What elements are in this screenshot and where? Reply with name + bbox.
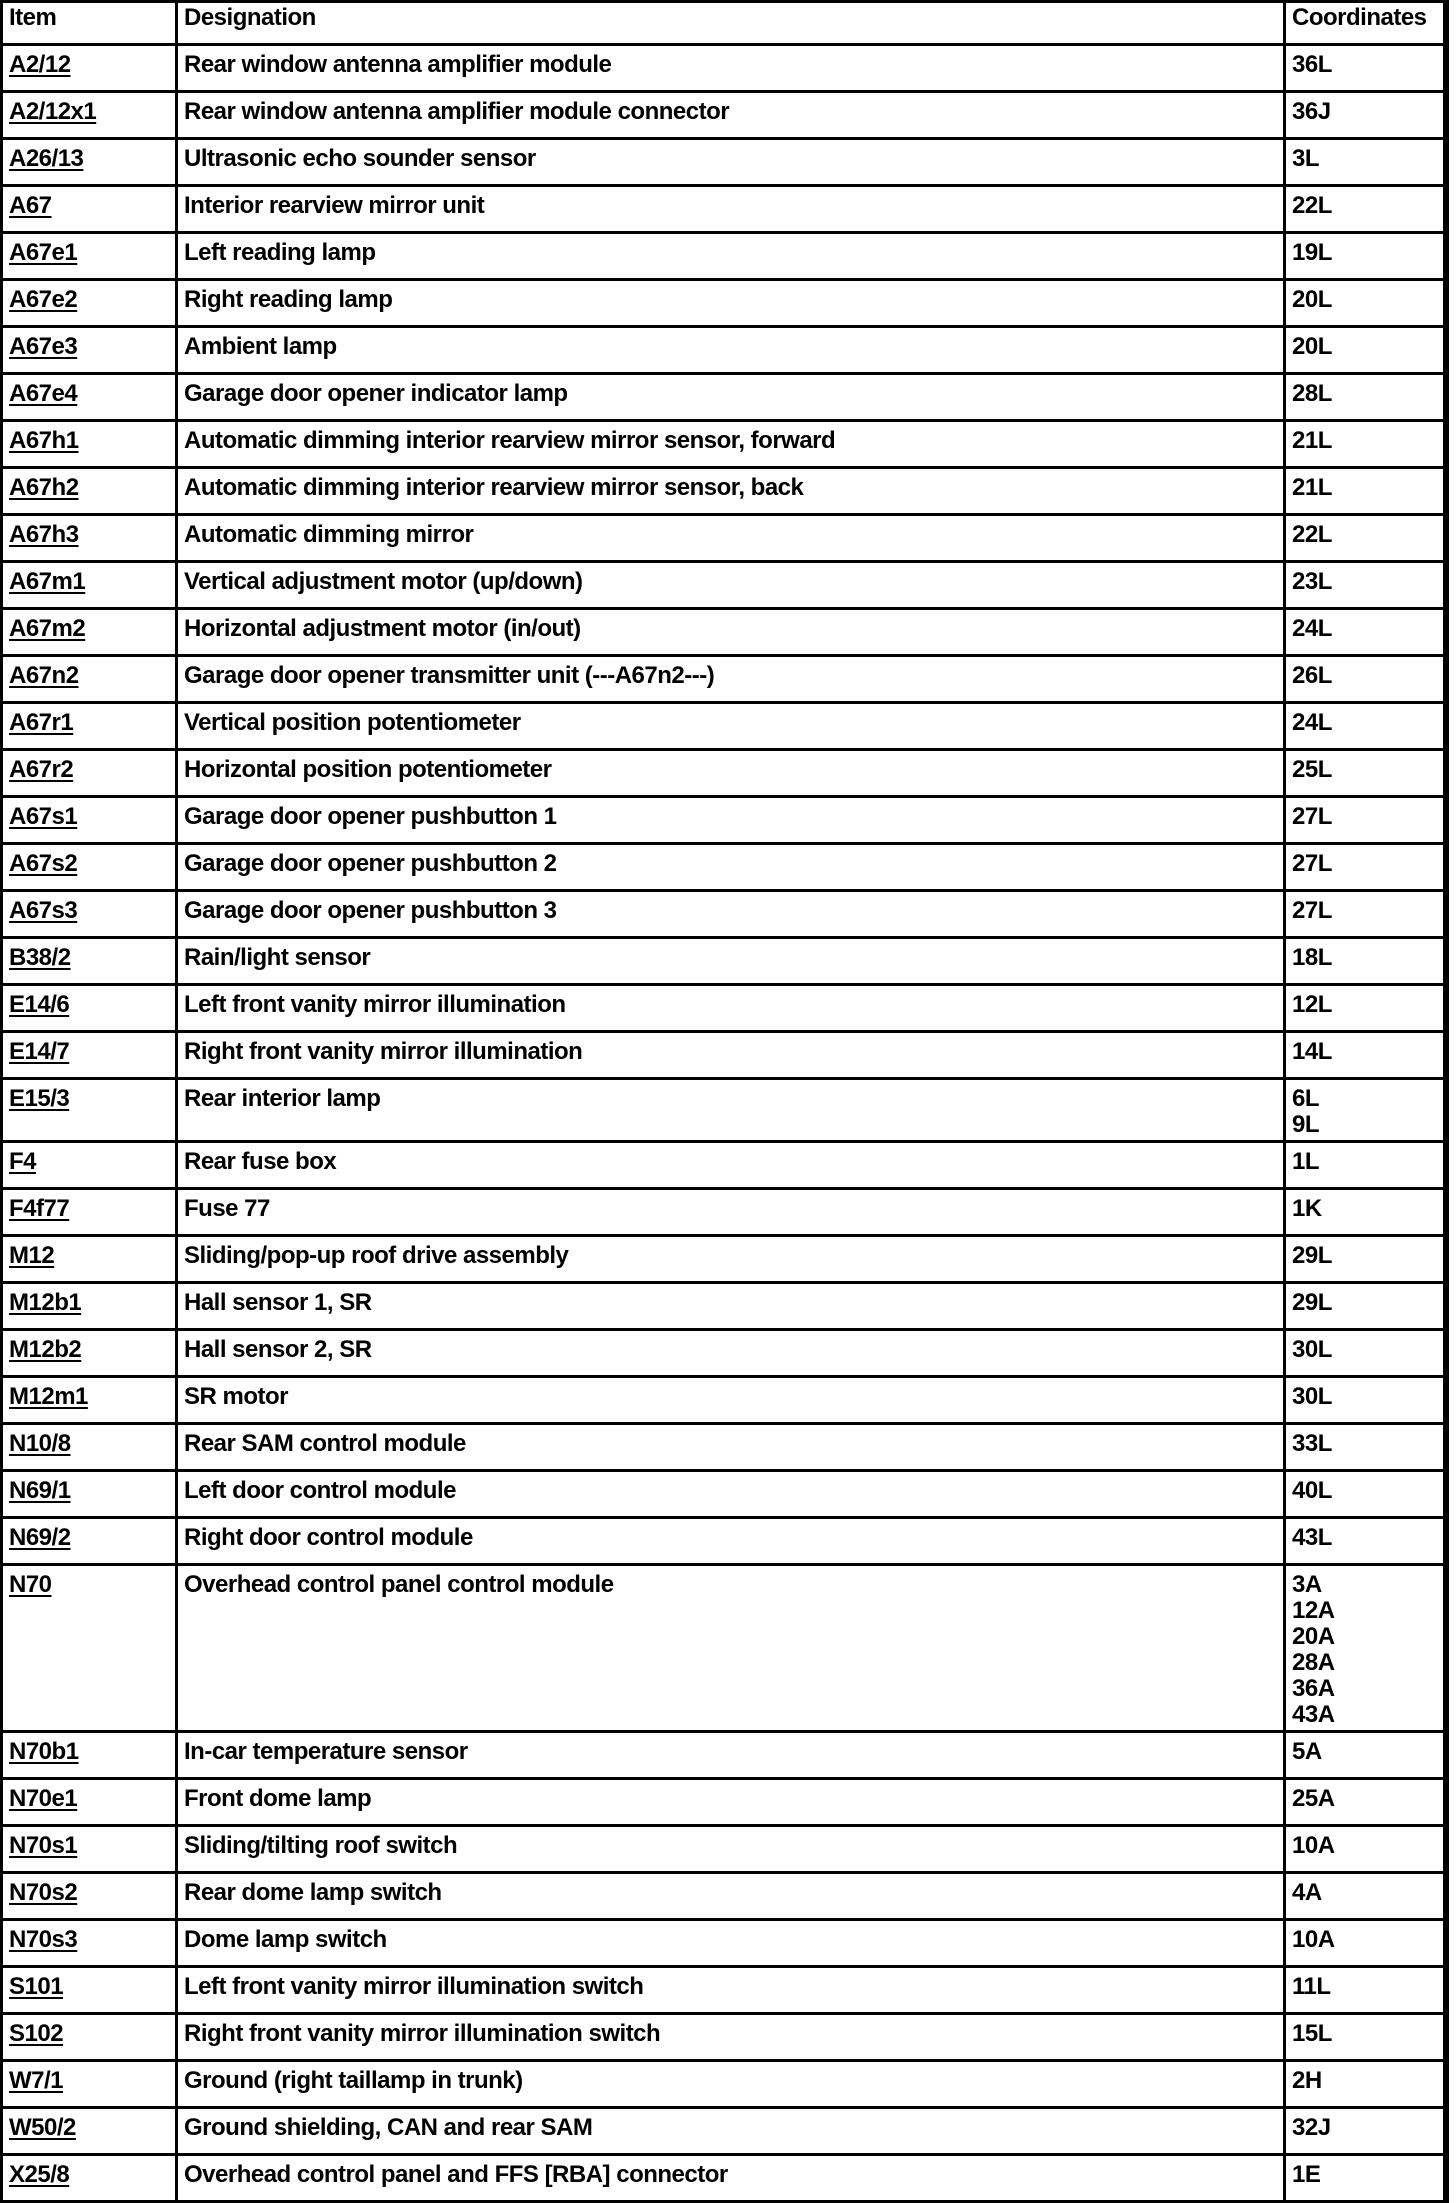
item-cell [2,468,177,515]
item-link[interactable]: E14/6 [9,991,70,1018]
item-cell [2,1565,177,1732]
coordinates-cell [1285,1873,1446,1920]
coordinates-cell [1285,1471,1446,1518]
coordinate-value: 24L [1292,709,1332,736]
item-cell [2,797,177,844]
table-row [2,1826,1446,1873]
coordinates-cell [1285,1826,1446,1873]
item-cell [2,186,177,233]
coordinates-cell [1285,139,1446,186]
coordinate-value: 12A [1292,1597,1335,1624]
coordinates-cell [1285,1920,1446,1967]
table-row [2,92,1446,139]
item-cell [2,844,177,891]
table-row [2,1732,1446,1779]
coordinates-cell [1285,374,1446,421]
table-row [2,1967,1446,2014]
table-row [2,1283,1446,1330]
coordinate-value: 10A [1292,1926,1335,1953]
coordinates-cell [1285,1189,1446,1236]
designation-cell: Overhead control panel control module [177,1565,1285,1732]
coordinate-value: 26L [1292,662,1332,689]
designation-cell: Garage door opener transmitter unit (---A67n2---) [177,656,1285,703]
item-link[interactable]: A67e3 [9,333,78,360]
coordinate-value: 15L [1292,2020,1332,2047]
coordinates-cell [1285,2108,1446,2155]
designation-cell: Sliding/pop-up roof drive assembly [177,1236,1285,1283]
table-row [2,1189,1446,1236]
item-link[interactable]: A2/12 [9,51,71,78]
designation-cell: In-car temperature sensor [177,1732,1285,1779]
coordinate-value: 20A [1292,1623,1335,1650]
designation-cell: Vertical position potentiometer [177,703,1285,750]
table-row [2,280,1446,327]
designation-cell: Garage door opener indicator lamp [177,374,1285,421]
item-cell [2,1142,177,1189]
designation-cell: Ambient lamp [177,327,1285,374]
coordinates-cell [1285,1079,1446,1142]
item-cell [2,1032,177,1079]
table-row [2,515,1446,562]
designation-cell: Ground (right taillamp in trunk) [177,2061,1285,2108]
coordinates-cell [1285,985,1446,1032]
designation-cell: Rear dome lamp switch [177,1873,1285,1920]
coordinate-value: 36J [1292,98,1331,125]
coordinate-value: 23L [1292,568,1332,595]
coordinate-value: 18L [1292,944,1332,971]
coordinates-cell [1285,797,1446,844]
coordinate-value: 9L [1292,1111,1320,1138]
table-row [2,2108,1446,2155]
item-cell [2,1424,177,1471]
designation-cell: Left front vanity mirror illumination switch [177,1967,1285,2014]
item-link[interactable]: A67 [9,192,52,219]
item-link[interactable]: A2/12x1 [9,98,97,125]
item-link[interactable]: E15/3 [9,1085,70,1112]
item-link[interactable]: S102 [9,2020,64,2047]
item-cell [2,1377,177,1424]
designation-cell: Horizontal adjustment motor (in/out) [177,609,1285,656]
item-cell [2,985,177,1032]
item-cell [2,1967,177,2014]
item-link[interactable]: A26/13 [9,145,84,172]
coordinates-cell [1285,233,1446,280]
item-cell [2,938,177,985]
coordinates-cell [1285,92,1446,139]
coordinates-cell [1285,938,1446,985]
item-cell [2,609,177,656]
designation-cell: Rear fuse box [177,1142,1285,1189]
designation-cell: Vertical adjustment motor (up/down) [177,562,1285,609]
designation-cell: Rear window antenna amplifier module [177,45,1285,92]
coordinate-value: 27L [1292,803,1332,830]
item-cell [2,280,177,327]
coordinates-cell [1285,2014,1446,2061]
item-cell [2,1873,177,1920]
coordinate-value: 33L [1292,1430,1332,1457]
item-link[interactable]: S101 [9,1973,64,2000]
designation-cell: Front dome lamp [177,1779,1285,1826]
designation-cell: Dome lamp switch [177,1920,1285,1967]
item-cell [2,1518,177,1565]
coordinate-value: 21L [1292,427,1332,454]
table-row [2,703,1446,750]
coordinates-cell [1285,562,1446,609]
designation-cell: Right front vanity mirror illumination switch [177,2014,1285,2061]
item-cell [2,562,177,609]
item-cell [2,1079,177,1142]
header-item: Item [2,2,177,45]
coordinates-cell [1285,750,1446,797]
item-link[interactable]: A67e1 [9,239,78,266]
table-row [2,891,1446,938]
designation-cell: Hall sensor 2, SR [177,1330,1285,1377]
table-row [2,1471,1446,1518]
designation-cell: Rain/light sensor [177,938,1285,985]
coordinate-value: 29L [1292,1242,1332,1269]
item-link[interactable]: M12b2 [9,1336,82,1363]
table-row [2,2155,1446,2202]
designation-cell: Automatic dimming interior rearview mirror sensor, back [177,468,1285,515]
coordinate-value: 32J [1292,2114,1331,2141]
coordinates-cell [1285,1032,1446,1079]
coordinate-value: 3A [1292,1571,1322,1598]
item-link[interactable]: F4f77 [9,1195,70,1222]
table-row [2,562,1446,609]
header-row [2,2,1446,45]
coordinate-value: 20L [1292,333,1332,360]
coordinate-value: 3L [1292,145,1320,172]
coordinates-cell [1285,280,1446,327]
coordinates-cell [1285,891,1446,938]
table-row [2,844,1446,891]
item-cell [2,421,177,468]
coordinates-cell [1285,1518,1446,1565]
coordinate-value: 11L [1292,1973,1331,2000]
coordinate-value: 10A [1292,1832,1335,1859]
header-designation: Designation [177,2,1285,45]
table-row [2,186,1446,233]
item-cell [2,2061,177,2108]
coordinates-cell [1285,2061,1446,2108]
item-cell [2,1826,177,1873]
item-link[interactable]: W7/1 [9,2067,64,2094]
table-body [2,45,1446,2202]
item-cell [2,1779,177,1826]
coordinate-value: 1L [1292,1148,1320,1175]
designation-cell: Interior rearview mirror unit [177,186,1285,233]
coordinates-cell [1285,1565,1446,1732]
designation-cell: Automatic dimming interior rearview mirror sensor, forward [177,421,1285,468]
coordinate-value: 36L [1292,51,1332,78]
item-link[interactable]: M12m1 [9,1383,88,1410]
coordinate-value: 14L [1292,1038,1332,1065]
coordinates-cell [1285,421,1446,468]
item-link[interactable]: A67r2 [9,756,74,783]
coordinates-cell [1285,468,1446,515]
table-row [2,1330,1446,1377]
item-cell [2,1732,177,1779]
coordinate-value: 43A [1292,1701,1335,1728]
item-cell [2,2108,177,2155]
designation-cell: Left reading lamp [177,233,1285,280]
coordinate-value: 5A [1292,1738,1322,1765]
item-link[interactable]: A67m1 [9,568,86,595]
table-row [2,1920,1446,1967]
item-link[interactable]: W50/2 [9,2114,76,2141]
table-row [2,139,1446,186]
table-row [2,1032,1446,1079]
table-row [2,1779,1446,1826]
designation-cell: Left door control module [177,1471,1285,1518]
table-row [2,1873,1446,1920]
coordinate-value: 29L [1292,1289,1332,1316]
designation-cell: Rear interior lamp [177,1079,1285,1142]
item-link[interactable]: N70e1 [9,1785,78,1812]
table-row [2,1236,1446,1283]
item-cell [2,1189,177,1236]
coordinates-cell [1285,1424,1446,1471]
coordinates-cell [1285,1236,1446,1283]
item-link[interactable]: A67m2 [9,615,86,642]
coordinate-value: 24L [1292,615,1332,642]
coordinate-value: 19L [1292,239,1332,266]
table-row [2,233,1446,280]
item-link[interactable]: F4 [9,1148,37,1175]
designation-cell: SR motor [177,1377,1285,1424]
item-link[interactable]: N70s3 [9,1926,78,1953]
item-cell [2,1330,177,1377]
item-link[interactable]: A67h3 [9,521,79,548]
coordinates-cell [1285,1283,1446,1330]
coordinates-cell [1285,656,1446,703]
item-link[interactable]: B38/2 [9,944,71,971]
item-link[interactable]: N69/1 [9,1477,71,1504]
coordinates-cell [1285,186,1446,233]
designation-cell: Horizontal position potentiometer [177,750,1285,797]
designation-cell: Right reading lamp [177,280,1285,327]
designation-cell: Right front vanity mirror illumination [177,1032,1285,1079]
table-row [2,609,1446,656]
designation-cell: Garage door opener pushbutton 3 [177,891,1285,938]
coordinates-cell [1285,1779,1446,1826]
coordinate-value: 1E [1292,2161,1321,2188]
coordinates-cell [1285,844,1446,891]
coordinate-value: 36A [1292,1675,1335,1702]
item-cell [2,1283,177,1330]
table-row [2,656,1446,703]
item-link[interactable]: M12b1 [9,1289,82,1316]
item-link[interactable]: N69/2 [9,1524,71,1551]
item-cell [2,515,177,562]
item-link[interactable]: N70s1 [9,1832,78,1859]
coordinate-value: 25L [1292,756,1332,783]
designation-cell: Left front vanity mirror illumination [177,985,1285,1032]
designation-cell: Fuse 77 [177,1189,1285,1236]
item-cell [2,45,177,92]
table-row [2,1079,1446,1142]
coordinate-value: 28L [1292,380,1332,407]
designation-cell: Garage door opener pushbutton 1 [177,797,1285,844]
coordinates-cell [1285,327,1446,374]
table-row [2,750,1446,797]
coordinate-value: 25A [1292,1785,1335,1812]
item-link[interactable]: A67e4 [9,380,78,407]
coordinate-value: 28A [1292,1649,1335,1676]
designation-cell: Ultrasonic echo sounder sensor [177,139,1285,186]
coordinates-cell [1285,1732,1446,1779]
coordinate-value: 4A [1292,1879,1322,1906]
table-row [2,1424,1446,1471]
coordinate-value: 2H [1292,2067,1322,2094]
item-link[interactable]: A67h1 [9,427,79,454]
coordinates-cell [1285,1377,1446,1424]
item-link[interactable]: A67n2 [9,662,79,689]
item-cell [2,750,177,797]
coordinate-value: 20L [1292,286,1332,313]
item-cell [2,374,177,421]
item-link[interactable]: E14/7 [9,1038,70,1065]
designation-cell: Automatic dimming mirror [177,515,1285,562]
item-link[interactable]: A67s3 [9,897,78,924]
item-link[interactable]: A67r1 [9,709,74,736]
table-row [2,2014,1446,2061]
item-cell [2,891,177,938]
coordinates-cell [1285,703,1446,750]
coordinate-value: 30L [1292,1336,1332,1363]
coordinate-value: 22L [1292,192,1332,219]
item-link[interactable]: A67s1 [9,803,78,830]
item-cell [2,656,177,703]
item-link[interactable]: A67e2 [9,286,78,313]
designation-cell: Garage door opener pushbutton 2 [177,844,1285,891]
coordinates-cell [1285,1967,1446,2014]
coordinate-value: 27L [1292,897,1332,924]
table-row [2,985,1446,1032]
designation-cell: Rear SAM control module [177,1424,1285,1471]
item-cell [2,2014,177,2061]
item-cell [2,92,177,139]
item-link[interactable]: N70 [9,1571,52,1598]
coordinates-cell [1285,2155,1446,2202]
designation-cell: Ground shielding, CAN and rear SAM [177,2108,1285,2155]
item-link[interactable]: N70s2 [9,1879,78,1906]
item-link[interactable]: A67h2 [9,474,79,501]
item-cell [2,1471,177,1518]
table-row [2,2061,1446,2108]
table-row [2,421,1446,468]
coordinate-value: 1K [1292,1195,1322,1222]
table-row [2,797,1446,844]
header-coordinates: Coordinates [1285,2,1446,45]
item-link[interactable]: X25/8 [9,2161,70,2188]
coordinates-cell [1285,515,1446,562]
table-row [2,327,1446,374]
item-cell [2,139,177,186]
item-link[interactable]: A67s2 [9,850,78,877]
coordinates-cell [1285,1142,1446,1189]
table-row [2,1377,1446,1424]
designation-cell: Sliding/tilting roof switch [177,1826,1285,1873]
coordinate-value: 6L [1292,1085,1320,1112]
designation-cell: Rear window antenna amplifier module connector [177,92,1285,139]
coordinate-value: 22L [1292,521,1332,548]
item-link[interactable]: N10/8 [9,1430,71,1457]
item-cell [2,233,177,280]
coordinates-cell [1285,609,1446,656]
coordinate-value: 27L [1292,850,1332,877]
table-row [2,45,1446,92]
coordinates-cell [1285,45,1446,92]
item-link[interactable]: M12 [9,1242,55,1269]
coordinate-value: 12L [1292,991,1332,1018]
item-cell [2,1236,177,1283]
item-cell [2,327,177,374]
table-row [2,1518,1446,1565]
coordinate-value: 43L [1292,1524,1332,1551]
coordinate-value: 30L [1292,1383,1332,1410]
table-row [2,1565,1446,1732]
item-cell [2,1920,177,1967]
table-row [2,938,1446,985]
designation-cell: Right door control module [177,1518,1285,1565]
item-cell [2,2155,177,2202]
coordinate-value: 40L [1292,1477,1332,1504]
item-cell [2,703,177,750]
coordinate-value: 21L [1292,474,1332,501]
designation-cell: Hall sensor 1, SR [177,1283,1285,1330]
table-row [2,468,1446,515]
item-link[interactable]: N70b1 [9,1738,79,1765]
table-row [2,1142,1446,1189]
designation-cell: Overhead control panel and FFS [RBA] connector [177,2155,1285,2202]
table-row [2,374,1446,421]
coordinates-cell [1285,1330,1446,1377]
